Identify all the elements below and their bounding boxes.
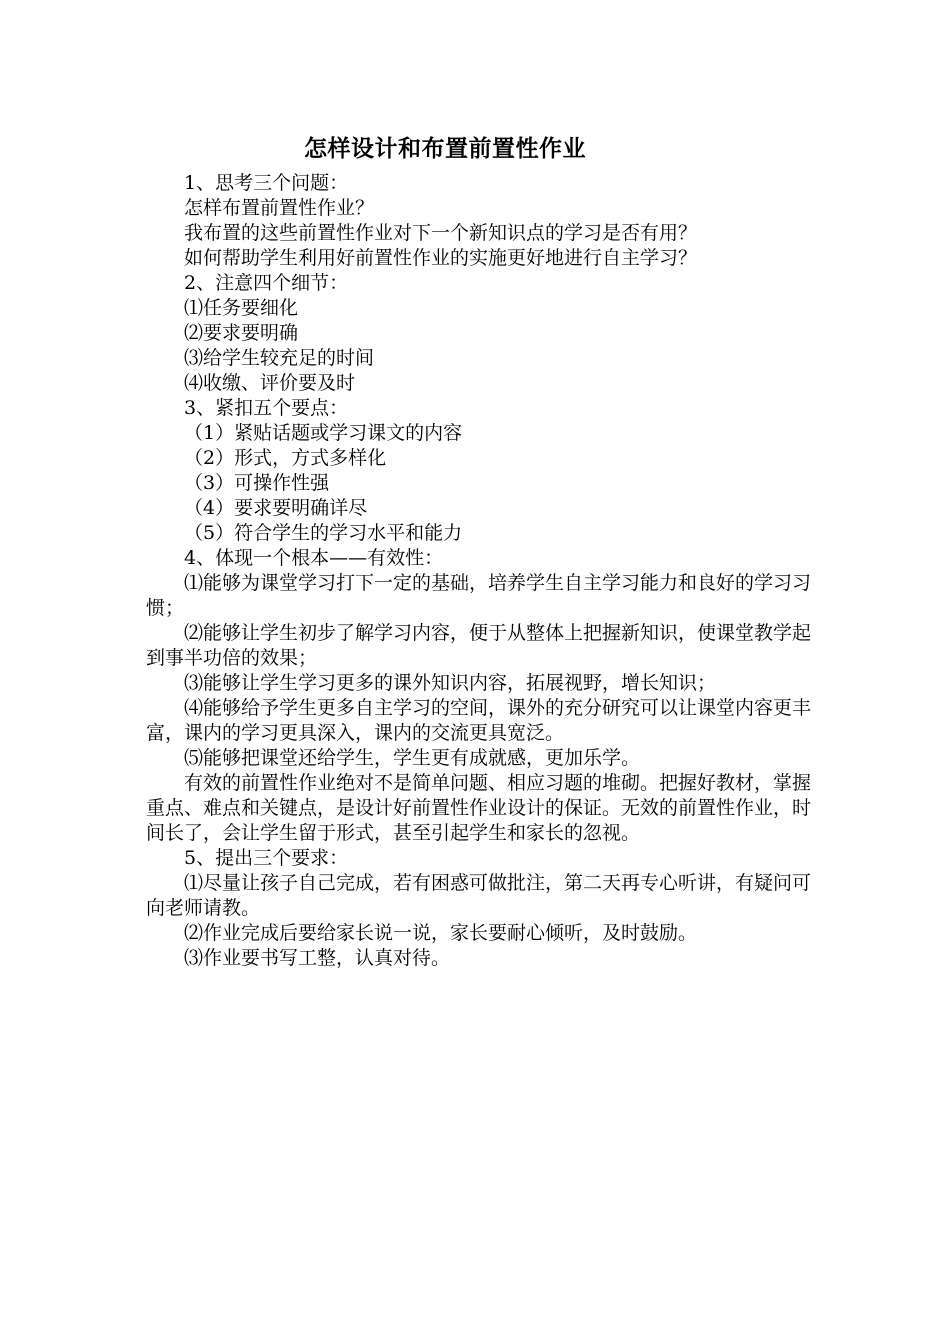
effectiveness-item-5: ⑸能够把课堂还给学生，学生更有成就感，更加乐学。 <box>184 747 641 769</box>
question-3: 如何帮助学生利用好前置性作业的实施更好地进行自主学习？ <box>184 247 698 269</box>
requirement-item-2: ⑵作业完成后要给家长说一说，家长要耐心倾听，及时鼓励。 <box>184 922 698 944</box>
key-point-4: （4）要求要明确详尽 <box>184 497 368 519</box>
section-heading-4: 4、体现一个根本——有效性： <box>184 547 444 569</box>
section-heading-5: 5、提出三个要求： <box>184 847 349 869</box>
effectiveness-item-1: ⑴能够为课堂学习打下一定的基础，培养学生自主学习能力和良好的学习习惯； <box>146 572 812 619</box>
summary-paragraph: 有效的前置性作业绝对不是简单问题、相应习题的堆砌。把握好教材，掌握重点、难点和关键点，是设计好前置性作业设计的保证。无效的前置性作业，时间长了，会让学生留于形式，甚至引起学生和家长的忽视。 <box>146 772 812 844</box>
requirement-item-3: ⑶作业要书写工整，认真对待。 <box>184 947 451 969</box>
effectiveness-item-4: ⑷能够给予学生更多自主学习的空间，课外的充分研究可以让课堂内容更丰富，课内的学习更具深入，课内的交流更具宽泛。 <box>146 697 812 744</box>
key-point-5: （5）符合学生的学习水平和能力 <box>184 522 463 544</box>
section-heading-2: 2、注意四个细节： <box>184 272 349 294</box>
detail-item-3: ⑶给学生较充足的时间 <box>184 347 375 369</box>
key-point-3: （3）可操作性强 <box>184 472 330 494</box>
key-point-2: （2）形式，方式多样化 <box>184 447 387 469</box>
effectiveness-item-2: ⑵能够让学生初步了解学习内容，便于从整体上把握新知识，使课堂教学起到事半功倍的效果； <box>146 622 812 669</box>
question-2: 我布置的这些前置性作业对下一个新知识点的学习是否有用？ <box>184 222 698 244</box>
section-heading-1: 1、思考三个问题： <box>184 172 349 194</box>
detail-item-4: ⑷收缴、评价要及时 <box>184 372 356 394</box>
question-1: 怎样布置前置性作业？ <box>184 197 375 219</box>
section-heading-3: 3、紧扣五个要点： <box>184 397 349 419</box>
detail-item-2: ⑵要求要明确 <box>184 322 299 344</box>
key-point-1: （1）紧贴话题或学习课文的内容 <box>184 422 463 444</box>
detail-item-1: ⑴任务要细化 <box>184 297 299 319</box>
requirement-item-1: ⑴尽量让孩子自己完成，若有困惑可做批注，第二天再专心听讲，有疑问可向老师请教。 <box>146 872 812 919</box>
effectiveness-item-3: ⑶能够让学生学习更多的课外知识内容，拓展视野，增长知识； <box>184 672 717 694</box>
document-body <box>146 171 826 971</box>
document-title: 怎样设计和布置前置性作业 <box>304 135 586 162</box>
